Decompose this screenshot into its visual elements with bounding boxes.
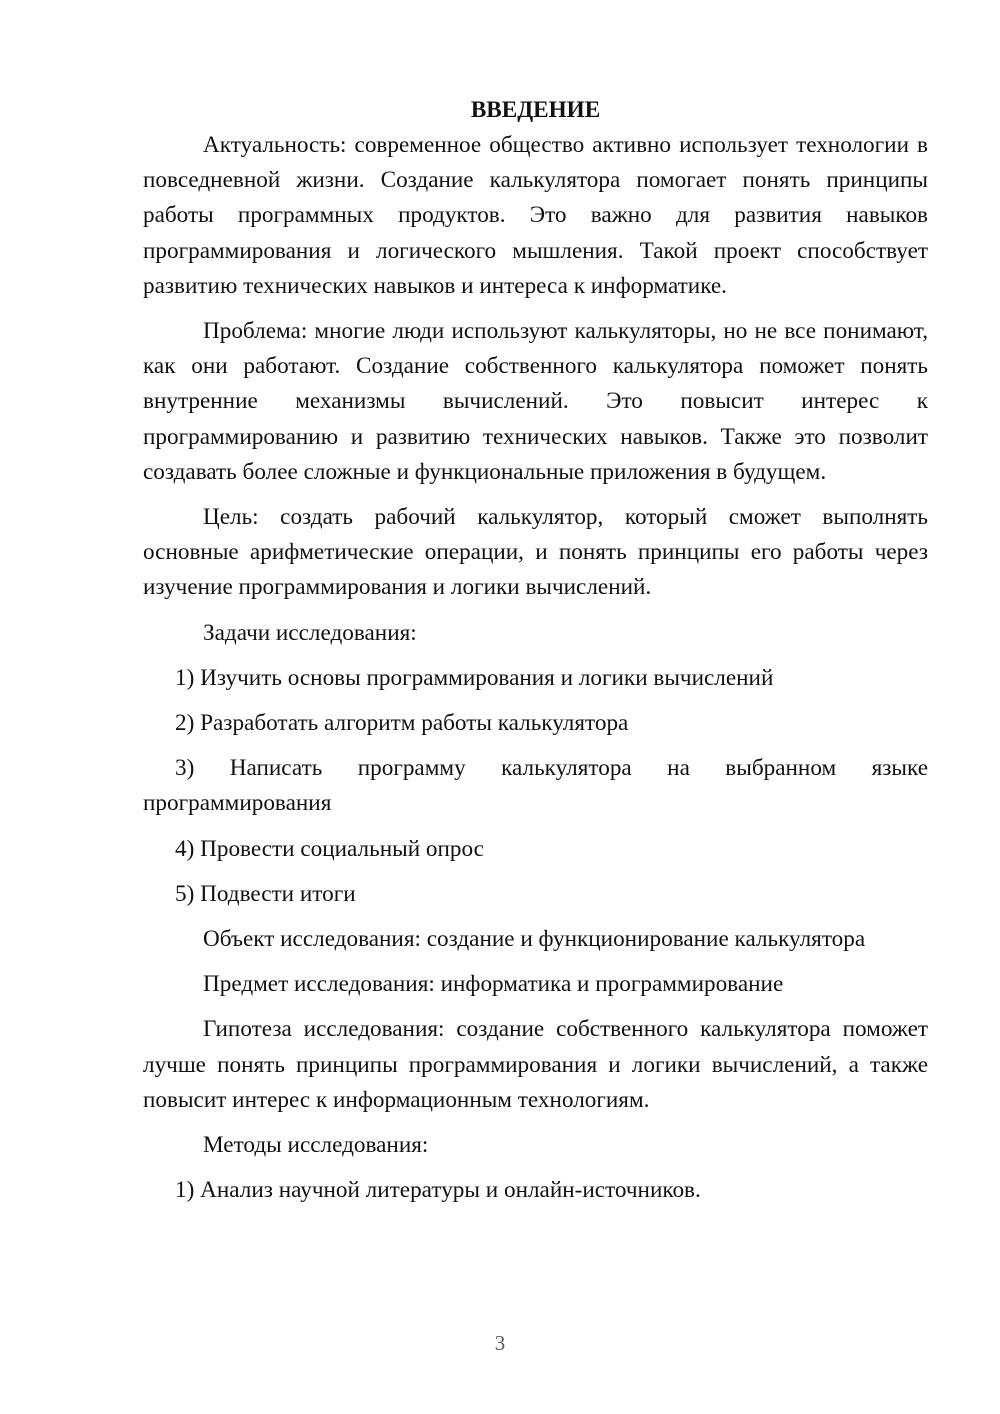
subject-paragraph: Предмет исследования: информатика и программирование [203, 971, 784, 998]
document-body [143, 93, 928, 1218]
task-item-2: 2) Разработать алгоритм работы калькулятора [175, 710, 629, 737]
task-item-3: 3) Написать программу калькулятора на выбранном языке программирования [143, 755, 928, 817]
method-item-1: 1) Анализ научной литературы и онлайн-источников. [175, 1177, 701, 1204]
relevance-paragraph: Актуальность: современное общество активно использует технологии в повседневной жизни. Создание калькулятора помогает понять принципы работы программных продуктов. Это важно для развития навыков программирования и логического мышления. Такой проект способствует развитию технических навыков и интереса к информатике. [143, 132, 928, 299]
page-number: 3 [494, 1331, 506, 1355]
task-item-1: 1) Изучить основы программирования и логики вычислений [175, 664, 774, 691]
task-item-4: 4) Провести социальный опрос [175, 835, 484, 862]
methods-title: Методы исследования: [203, 1132, 429, 1159]
section-heading: ВВЕДЕНИЕ [470, 97, 601, 123]
problem-paragraph: Проблема: многие люди используют калькуляторы, но не все понимают, как они работают. Создание собственного калькулятора поможет понять внутренние механизмы вычислений. Это повысит интерес к программированию и развитию технических навыков. Также это позволит создавать более сложные и функциональные приложения в будущем. [143, 318, 928, 485]
tasks-title: Задачи исследования: [203, 619, 417, 646]
hypothesis-paragraph: Гипотеза исследования: создание собственного калькулятора поможет лучше понять принципы программирования и логики вычислений, а также повысит интерес к информационным технологиям. [143, 1016, 928, 1113]
object-paragraph: Объект исследования: создание и функционирование калькулятора [203, 926, 866, 953]
task-item-5: 5) Подвести итоги [175, 880, 356, 907]
goal-paragraph: Цель: создать рабочий калькулятор, который сможет выполнять основные арифметические операции, и понять принципы его работы через изучение программирования и логики вычислений. [143, 504, 928, 601]
